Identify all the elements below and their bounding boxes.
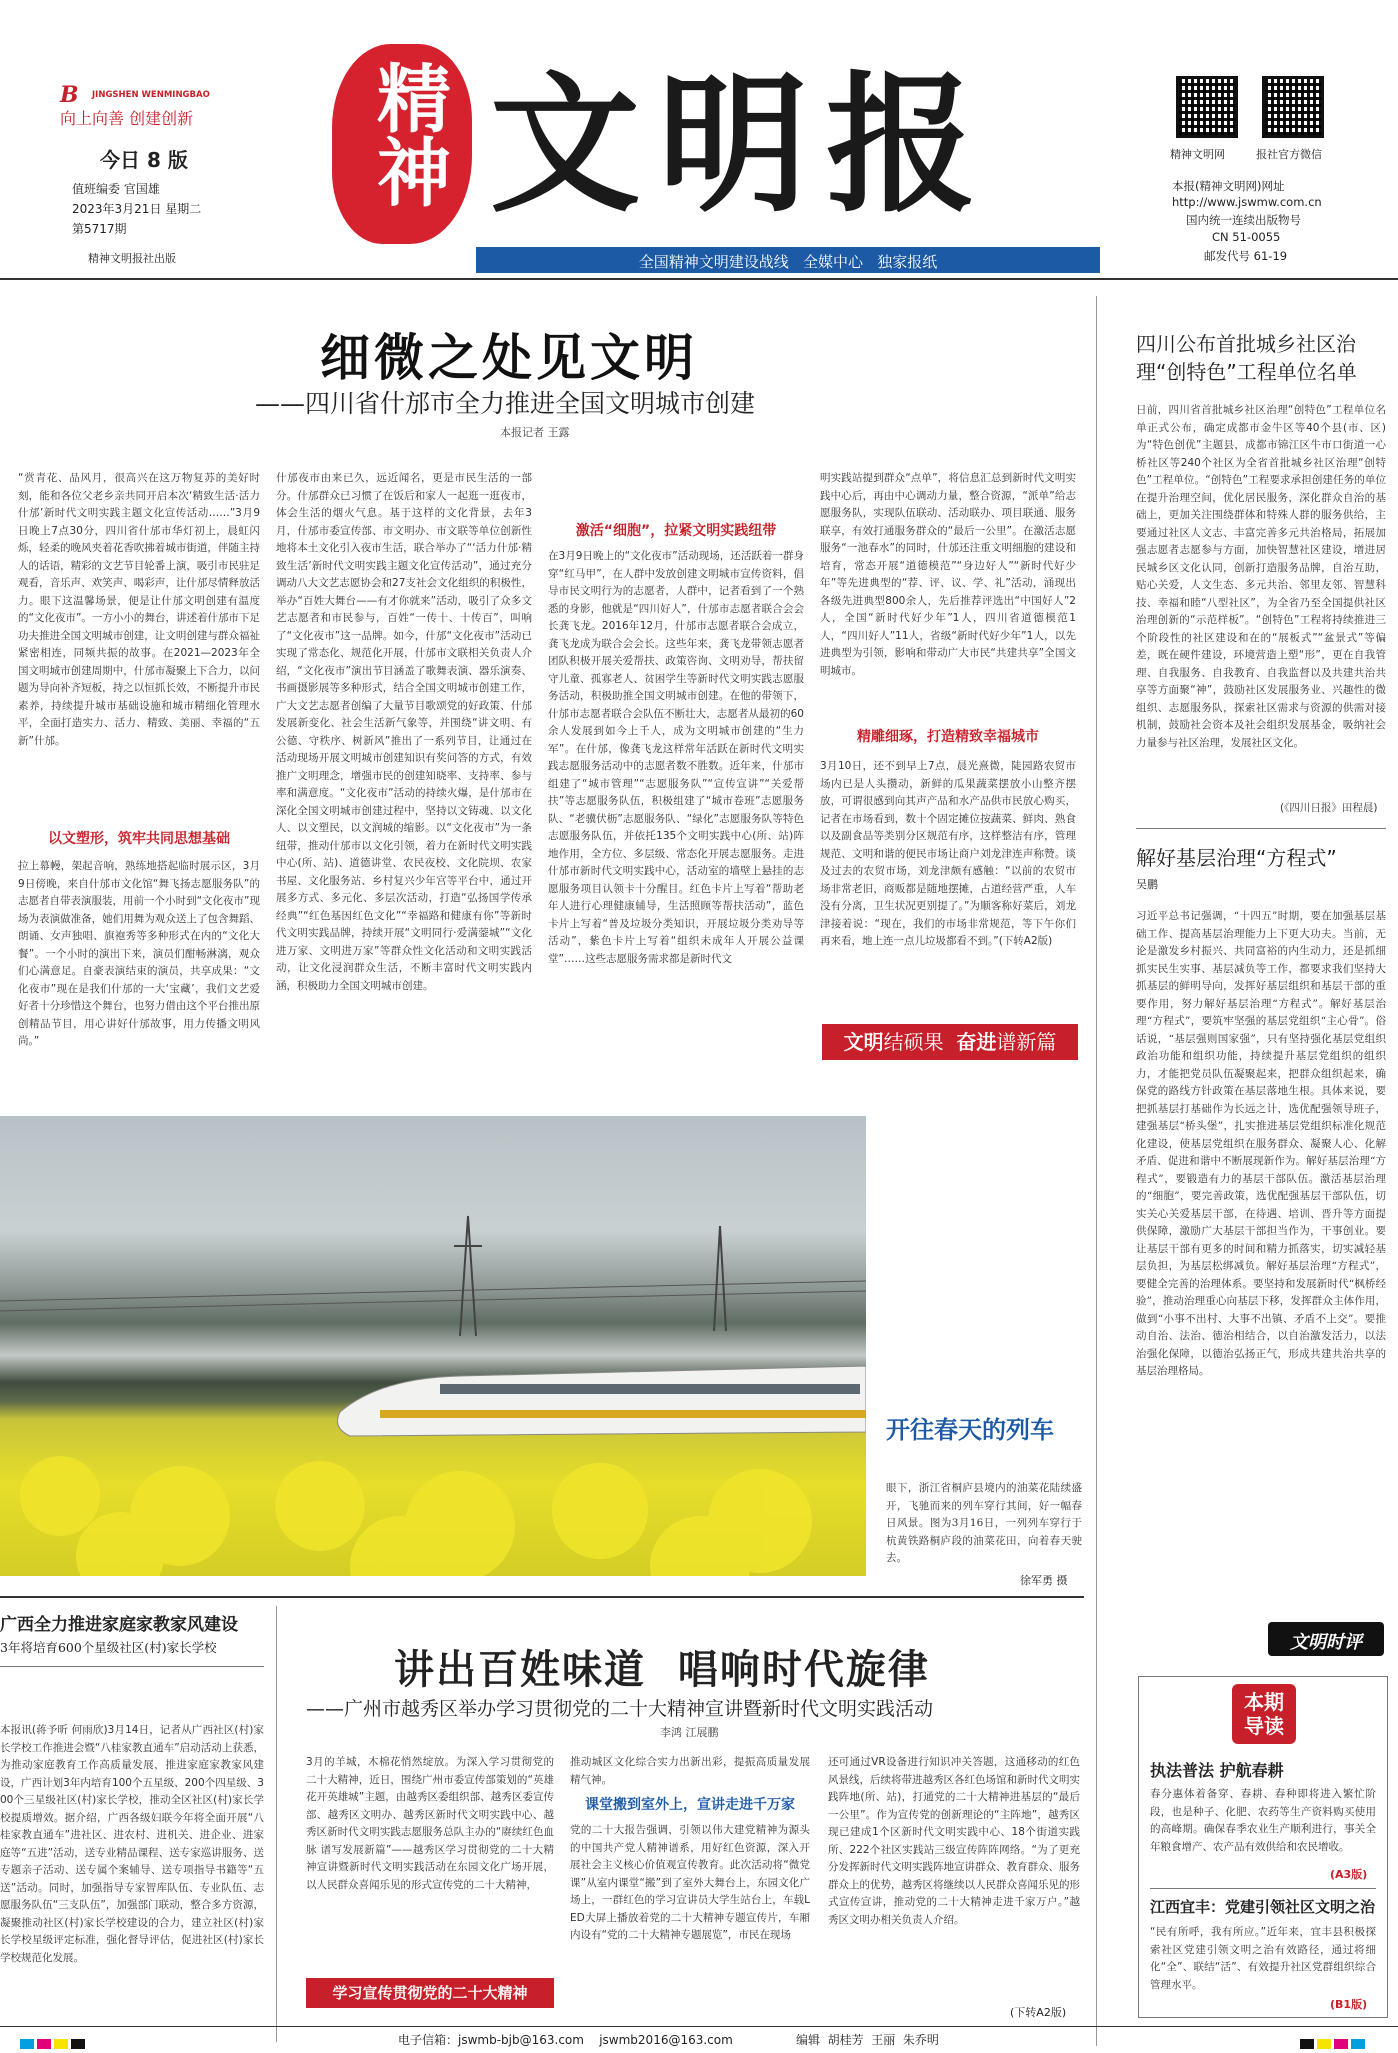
postal-code: 邮发代号 61-19	[1204, 249, 1288, 263]
lead-col3: 在3月9日晚上的“文化夜市”活动现场，还活跃着一群身穿“红马甲”，在人群中发放创建文明城市宣传资料，倡导市民文明行为的志愿者，人群中，记者看到了一个熟悉的身影，他就是“四川好人”，什邡市志愿者联合会会长龚飞龙。2016年12月，什邡市志愿者联合会成立，龚飞龙成为联合会会长。这些年来，龚飞龙带领志愿者团队积极开展关爱帮扶、政策咨询、文明劝导，帮扶留守儿童、孤寡老人、贫困学生等新时代文明实践志愿服务活动，积极助推全国文明城市创建。在他的带领下，什邡市志愿者联合会队伍不断壮大，志愿者从最初的60余人发展到如今上千人，成为文明城市创建的“生力军”。在什邡，像龚飞龙这样常年活跃在新时代文明实践志愿服务活动中的志愿者数不胜数。近年来，什邡市组建了“城市管理”“志愿服务队”“宣传宣讲”“关爱帮扶”等志愿服务队伍，积极组建了“城市卷班”志愿服务队、“老骥伏枥”志愿服务队、“绿化”志愿服务队等特色志愿服务队伍，并依托135个文明实践中心(所、站)阵地作用，全方位、多层级、常态化开展志愿服务。走进什邡市新时代文明实践中心，活动室的墙壁上悬挂的志愿服务项目认领卡十分醒目。红色卡片上写着“帮助老年人进行心理健康辅导，生活照顾等帮扶活动”，蓝色卡片上写着“普及垃圾分类知识，开展垃圾分类劝导等活动”，紫色卡片上写着“组织未成年人开展公益课堂”……这些志愿服务需求都是新时代文	[548, 550, 804, 965]
sidebar-2-title: 解好基层治理“方程式”	[1136, 846, 1337, 870]
masthead-divider	[0, 278, 1398, 280]
footer-editors: 编辑 胡桂芳 王丽 朱乔明	[796, 2033, 939, 2047]
badge-right: 奋进	[956, 1030, 997, 1054]
bottom-main-subtitle: ——广州市越秀区举办学习贯彻党的二十大精神宣讲暨新时代文明实践活动	[306, 1698, 934, 1720]
photo-svg	[0, 1116, 866, 1576]
bottom-left-divider	[276, 1606, 277, 2042]
sidebar-1-source: (《四川日报》田程晨)	[1280, 802, 1378, 814]
guide-item-2-page: (B1版)	[1330, 1998, 1368, 2011]
qr-code-icon[interactable]	[1176, 76, 1238, 138]
lead-col3-intro	[548, 470, 804, 510]
masthead	[0, 0, 1398, 280]
badge-left: 文明	[843, 1030, 884, 1054]
guide-label: 本期导读	[1244, 1690, 1284, 1738]
cn-label: 国内统一连续出版物号	[1186, 213, 1301, 227]
publisher: 精神文明报社出版	[88, 252, 176, 265]
bottom-main-col2: 推动城区文化综合实力出新出彩，提振高质量发展精气神。	[570, 1756, 810, 1786]
edition-count: 今日 8 版	[100, 148, 188, 172]
lead-title: 细微之处见文明	[320, 328, 698, 387]
bottom-left-subtitle: 3年将培育600个星级社区(村)家长学校	[0, 1640, 217, 1655]
photo-caption-title: 开往春天的列车	[886, 1415, 1054, 1444]
bottom-main-heading: 课堂搬到室外上，宣讲走进千万家	[585, 1797, 795, 1813]
bottom-left-title: 广西全力推进家庭家教家风建设	[0, 1615, 238, 1635]
photo-caption-text: 眼下，浙江省桐庐县境内的油菜花陆续盛开，飞驰而来的列车穿行其间，好一幅春日风景。图为3月16日，一列列车穿行于杭黄铁路桐庐段的油菜花田，向着春天驶去。	[886, 1482, 1082, 1564]
guide-item-1-text: 春分惠体着备穿、春耕、春种即将进入繁忙阶段，也是种子、化肥、农药等生产资料购买使用的高峰期。确保春季农业生产顺利进行，事关全年粮食增产、农产品有效供给和农民增收。	[1150, 1788, 1376, 1853]
guide-item-1-page: (A3版)	[1330, 1868, 1368, 1881]
lead-subtitle: ——四川省什邡市全力推进全国文明城市创建	[255, 389, 756, 418]
column-divider	[1096, 296, 1097, 2046]
registration-marks	[20, 2034, 88, 2053]
lead-byline: 本报记者 王露	[500, 426, 570, 439]
badge-civilization	[822, 1024, 1078, 1060]
editor-line: 值班编委 官国雄	[72, 182, 160, 196]
photo-credit: 徐军勇 摄	[1020, 1574, 1068, 1587]
cn-number: CN 51-0055	[1212, 230, 1281, 244]
badge-end: 谱新篇	[996, 1030, 1057, 1054]
train-photo	[0, 1116, 866, 1576]
masthead-title-red: 精神	[365, 60, 451, 208]
masthead-title-black: 文明报	[490, 57, 995, 233]
sidebar-1-text: 日前，四川省首批城乡社区治理“创特色”工程单位名单正式公布，确定成都市金牛区等40个县(市、区)为“特色创优”主题县，成都市锦江区牛市口街道一心桥社区等240个社区为全省首批城乡社区治理“创特色”工程单位。“创特色”工程要求承担创建任务的单位在提升治理空间，优化居民服务，深化群众自治的基础上，更加关注围绕群体和特殊人群的服务供给，主要通过社区人文志、丰富完善多元共治格局，拓展加强志愿者志愿参与方面，加快智慧社区建设，增进居民城乡区文化认同，创新打造服务品牌，自治互助，贴心关爱，人文生态、多元共治、邻里友邻、智慧科技、幸福和睦“八型社区”，为全省乃至全国提供社区治理创新的“示范样板”。“创特色”工程将持续推进三个阶段性的社区建设和在的“展板式”“盆景式”等偏差，既在硬件建设，环境营造上塑“形”，更在自我管理、自我服务、自我教育、自我监督以及共建共治共享等方面聚“神”，鼓励社区发展服务业、兴趣性的微组织、志愿服务队，探索社区需求与资源的供需对接机制，鼓励社会资本及社会组织发展基金，吸纳社会力量参与社区治理，发展社区文化。	[1136, 404, 1386, 749]
masthead-banner-text: 全国精神文明建设战线 全媒中心 独家报纸	[638, 253, 938, 271]
badge-mid: 结硕果	[883, 1030, 944, 1054]
lead-heading-3: 精雕细琢，打造精致幸福城市	[857, 729, 1039, 745]
qr-code-icon[interactable]	[1262, 76, 1324, 138]
slogan: 向上向善 创建创新	[60, 109, 194, 128]
rapeseed-flowers	[20, 1456, 812, 1576]
bottom-main-badge: 学习宣传贯彻党的二十大精神	[306, 1978, 554, 2008]
bottom-main-col1: 3月的羊城，木棉花悄然绽放。为深入学习贯彻党的二十大精神，近日，围绕广州市委宣传部策划的“英雄花开英雄城”主题，由越秀区委组织部、越秀区委宣传部、越秀区文明办、越秀区新时代文明实践中心、越秀区新时代文明实践志愿服务总队主办的“赓续红色血脉 谱写发展新篇”——越秀区学习贯彻党的二十大精神宣讲暨新时代文明实践活动在东园文化广场开展，以人民群众喜闻乐见的形式宣传党的二十大精神，	[306, 1756, 554, 1891]
train	[338, 1366, 866, 1436]
guide-item-2-text: “民有所呼，我有所应。”近年来，宜丰县积极探索社区党建引领文明之治有效路径，通过将细化“全”、联结“活”、有效提升社区党群组织综合管理水平。	[1150, 1926, 1376, 1991]
qr2-label: 报社官方微信	[1256, 148, 1322, 161]
power-lines	[0, 1281, 866, 1311]
guide-item-2-title[interactable]: 江西宜丰：党建引领社区文明之治	[1150, 1898, 1376, 1916]
sidebar-1-title: 四川公布首批城乡社区治理“创特色”工程单位名单	[1136, 332, 1357, 384]
guide-item-1-title[interactable]: 执法普法 护航春耕	[1150, 1761, 1284, 1780]
site-url[interactable]: http://www.jswmw.com.cn	[1172, 195, 1322, 209]
sidebar-2-author: 吴鹏	[1136, 878, 1158, 891]
bottom-main-byline: 李鸿 江展鹏	[660, 1726, 719, 1739]
registration-marks-right	[1300, 2034, 1368, 2053]
logo-b-icon: B	[60, 82, 79, 108]
issue-number: 第5717期	[72, 222, 127, 236]
sidebar-2-tag-text: 文明时评	[1290, 1632, 1362, 1653]
lead-heading-2: 激活“细胞”，拉紧文明实践纽带	[575, 523, 777, 539]
pylon	[454, 1216, 726, 1336]
sidebar-divider	[1136, 828, 1386, 829]
photo-divider	[0, 1596, 1084, 1598]
url-label: 本报(精神文明网)网址	[1172, 179, 1285, 193]
lead-heading-1: 以文塑形，筑牢共同思想基础	[48, 831, 230, 847]
bottom-main-title: 讲出百姓味道 唱响时代旋律	[394, 1646, 930, 1693]
sidebar-2-text: 习近平总书记强调，“十四五”时期，要在加强基层基础工作、提高基层治理能力上下更大功夫。当前，无论是激发乡村振兴、共同富裕的内生动力，还是抓细抓实民生实事、基层减负等工作，都要求我们坚持大抓基层的鲜明导向，发挥好基层组织和基层干部的重要作用，努力解好基层治理“方程式”。解好基层治理“方程式”，要筑牢坚强的基层党组织“主心骨”。俗话说，“基层强则国家强”，只有坚持强化基层党组织政治功能和组织功能，持续提升基层党组织的组织力，才能把党员队伍凝聚起来，把群众组织起来，确保党的路线方针政策在基层落地生根。具体来说，要把抓基层打基础作为长远之计，选优配强领导班子，建强基层“桥头堡”，扎实推进基层党组织标准化规范化建设，使基层党组织在服务群众、凝聚人心、化解矛盾、促进和谐中不断展现新作为。解好基层治理“方程式”，要锻造有力的基层干部队伍。激活基层治理的“细胞”，要完善政策，选优配强基层干部队伍，切实关心关爱基层干部，在待遇、培训、晋升等方面提供保障，激励广大基层干部担当作为，干事创业。要让基层干部有更多的时间和精力抓落实，切实减轻基层负担，为基层松绑减负。解好基层治理“方程式”，要健全完善的治理体系。要坚持和发展新时代“枫桥经验”，推动治理重心向基层下移，发挥群众主体作用，做到“小事不出村、大事不出镇、矛盾不上交”。要推动自治、法治、德治相结合，以自治激发活力，以法治强化保障，以德治弘扬正气，形成共建共治共享的基层治理格局。	[1136, 910, 1386, 1377]
logo-mark	[60, 82, 79, 108]
qr1-label: 精神文明网	[1170, 148, 1225, 161]
bottom-left-text: 本报讯(蒋予昕 何雨欣)3月14日，记者从广西社区(村)家长学校工作推进会暨“八桂家教直通车”启动活动上获悉，为推动家庭教育工作高质量发展，推进家庭家教家风建设，广西计划3年内培育100个五星级、200个四星级、300个三星级社区(村)家长学校，推动全区社区(村)家长学校提质增效。据介绍，广西各级妇联今年将全面开展“八桂家教直通车”进社区、进农村、进机关、进企业、进家庭等“五进”活动，送专业精品课程、送专家巡讲服务、送专题亲子活动、送专属个案辅导、送专项指导书籍等“五送”活动。同时，加强指导专家智库队伍、专业队伍、志愿服务队伍“三支队伍”，加强部门联动，整合多方资源，凝聚推动社区(村)家长学校建设的合力，建立社区(村)家长学校星级评定标准，强化督导评估，促进社区(村)家长学校规范化发展。	[0, 1724, 264, 1964]
footer-divider	[0, 2026, 1398, 2027]
lead-col2: 什邡夜市由来已久，远近闻名，更是市民生活的一部分。什邡群众已习惯了在饭后和家人一起逛一逛夜市，体会生活的烟火气息。基于这样的文化背景，去年3月，什邡市委宣传部、市文明办、市文联等单位创新性地将本土文化引入夜市生活，联合举办了“‘活力什邡·精致生活’新时代文明实践主题文化宣传活动”，通过充分调动八大文艺志愿协会和27支社会文化组织的积极性，举办“百姓大舞台——有才你就来”活动，吸引了众多文艺志愿者和市民参与，百姓“一传十、十传百”，叫响了“文化夜市”这一品牌。如今，什邡“文化夜市”活动已实现了常态化、规范化开展，什邡市文联相关负责人介绍，“文化夜市”演出节目涵盖了歌舞表演、器乐演奏、书画摄影展等多种形式，结合全国文明城市创建工作，广大文艺志愿者创编了大量节目歌颂党的好政策、什邡发展新变化、社会生活新气象等，并围绕“讲文明、有公德、守秩序、树新风”推出了一系列节目，让通过在活动现场开展文明城市创建知识有奖问答的方式，有效推广文明理念，增强市民的创建知晓率、支持率、参与率和满意度。“文化夜市”活动的持续火爆，是什邡市在深化全国文明城市创建过程中，坚持以文铸魂、以文化人、以文塑民，以文润城的缩影。以“文化夜市”为一条纽带，推动什邡市以文化引领，着力在新时代文明实践中心(所、站)、道德讲堂、农民夜校、文化院坝、农家书屋、文化服务站、乡村复兴少年宫等平台中，通过开展多方式、多元化、多层次活动，打造“弘扬国学传承经典”“红色基因红色文化”“幸福路和健康有你”等新时代文明实践品牌，持续开展“文明同行·爱满蓥城”“文化进万家、文明进万家”等群众性文化活动和文明实践活动，让文化浸润群众生活，不断丰富时代文明实践内涵，积极助力全国文明城市创建。	[276, 472, 532, 992]
bottom-left-rule	[0, 1666, 264, 1667]
lead-col1b: 拉上幕幔，架起音响，熟练地搭起临时展示区，3月9日傍晚，来自什邡市文化馆“舞飞扬志愿服务队”的志愿者自带表演服装，用前一个小时到“文化夜市”现场为表演做准备，她们用舞为观众送上了包含舞蹈、朗诵、女声独唱、旗袍秀等多种形式在内的“文化大餐”。一个小时的演出下来，演员们酣畅淋漓，观众们心满意足。自豪表演结束的演员，共享成果：“文化夜市”现在是我们什邡的一大‘宝藏’，我们文艺爱好者十分珍惜这个舞台，也努力借由这个平台推出原创精品节目，用心讲好什邡故事，用力传播文明风尚。”	[18, 860, 260, 1047]
bottom-main-cont: (下转A2版)	[1010, 2006, 1067, 2019]
footer-email: 电子信箱：jswmb-bjb@163.com jswmb2016@163.com	[398, 2033, 733, 2047]
lead-col1: “赏青花、品风月，很高兴在这万物复苏的美好时刻，能和各位父老乡亲共同开启本次‘精致生活·活力什邡’新时代文明实践主题文化宣传活动……”3月9日晚上7点30分，四川省什邡市华灯初上，晨虹闪烁，轻柔的晚风夹着花香吹拂着城市街道，伴随主持人的话语，精彩的文艺节目轮番上演，吸引市民驻足观看，音乐声、欢笑声、喝彩声，让什邡尽情释放活力。眼下这温馨场景，便是让什邡文明创建有温度的“文化夜市”。一方小小的舞台，讲述着什邡市下足功夫推进全国文明城市创建，让文明创建与群众福祉紧密相连，同频共振的故事。在2021—2023年全国文明城市创建周期中，什邡市凝聚上下合力，以问题为导向补齐短板，持之以恒抓长效，不断提升市民素养，持续提升城市基础设施和城市精细化管理水平，全面打造实力、活力、精致、美丽、幸福的“五新”什邡。	[18, 472, 260, 747]
issue-date: 2023年3月21日 星期二	[72, 202, 202, 216]
lead-col4: 明实践站提到群众“点单”，将信息汇总到新时代文明实践中心后，再由中心调动力量，整合资源，“派单”给志愿服务队，实现队伍联动、活动联办、项目联通、服务联享，有效打通服务群众的“最后一公里”。在激活志愿服务“一池春水”的同时，什邡还注重文明细胞的建设和培育，常态开展“道德模范”“身边好人”“新时代好少年”等先进典型的“荐、评、议、学、礼”活动，涌现出各级先进典型800余人，先后推荐评选出“中国好人”2人，全国“新时代好少年”1人，四川省道德模范1人，“四川好人”11人，省级“新时代好少年”1人，以先进典型为引领，影响和带动广大市民“共建共享”全国文明城市。	[820, 472, 1076, 677]
bottom-main-col2b: 党的二十大报告强调，引领以伟大建党精神为源头的中国共产党人精神谱系，用好红色资源，深入开展社会主义核心价值观宣传教育。此次活动将“微党课”从室内课堂“搬”到了室外大舞台上，东园文化广场上，一群红色的学习宣讲员大学生站台上，车载LED大屏上播放着党的二十大精神专题宣传片，车厢内设有“党的二十大精神专题展览”，市民在现场	[570, 1824, 810, 1941]
lead-col4b: 3月10日，还不到早上7点，晨光熹微，陡园路农贸市场内已是人头攒动，新鲜的瓜果蔬菜摆放小山整齐摆放，可谓很感到向其声产品和水产品供市民放心购买，记者在市场看到，数十个固定摊位按蔬菜、鲜肉、熟食以及副食品等类别分区规范有序，这样整洁有序，管理规范、文明和谐的便民市场让商户刘龙津连声称赞。谈及过去的农贸市场，刘龙津颇有感触：“以前的农贸市场非常老旧，商贩都是随地摆摊，占道经营严重，人车没有分离，卫生状况更别提了。”为顺客称好菜后，刘龙津接着说：“现在，我们的市场非常规范，等下午你们再来看，地上连一点儿垃圾都看不到。”(下转A2版)	[820, 760, 1076, 947]
bottom-main-col3: 还可通过VR设备进行知识冲关答题，这通移动的红色风景线，后续将带进越秀区各红色场馆和新时代文明实践阵地(所、站)，打通党的二十大精神进基层的“最后一公里”。作为宣传党的创新理论的“主阵地”，越秀区现已建成1个区新时代文明实践中心、18个街道实践所、222个社区实践站三级宣传阵阵网络。“为了更充分发挥新时代文明实践阵地宣讲群众、教育群众、服务群众上的优势，越秀区将继续以人民群众喜闻乐见的形式宣传宣讲，推动党的二十大精神走进千家万户。”越秀区文明办相关负责人介绍。	[828, 1756, 1080, 1926]
logo-en: JINGSHEN WENMINGBAO	[92, 90, 210, 100]
guide-divider	[1150, 1888, 1376, 1889]
